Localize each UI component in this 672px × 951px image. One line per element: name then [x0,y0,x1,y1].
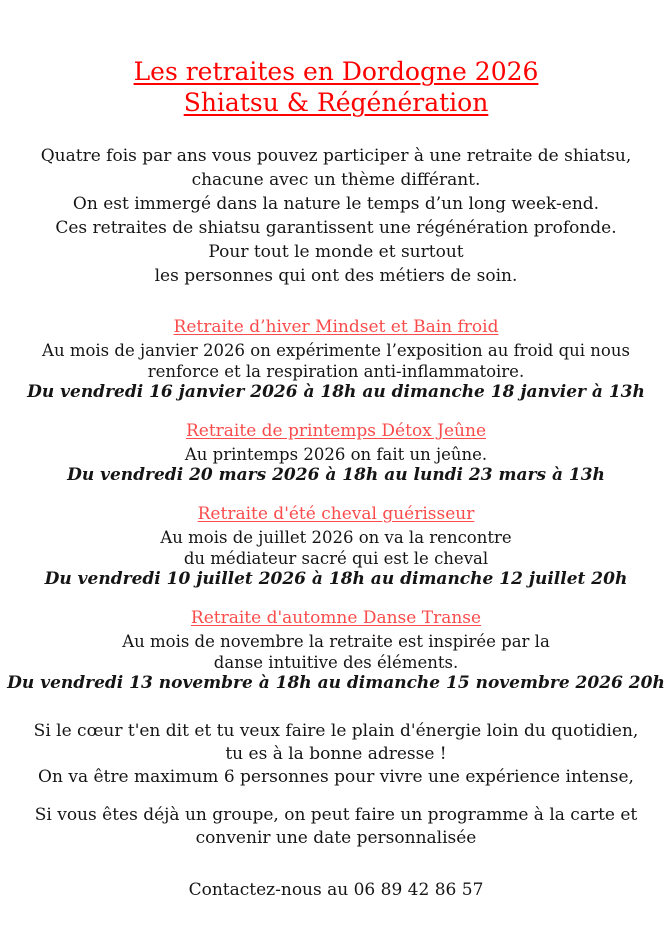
intro-line: Quatre fois par ans vous pouvez participer à une retraite de shiatsu, [40,146,632,166]
contact-phone-line: Contactez-nous au 06 89 42 86 57 [188,880,484,900]
intro-line: On est immergé dans la nature le temps d’un long week-end. [72,194,600,214]
closing-paragraph-2 [0,804,672,850]
retreat-autumn-section [0,607,672,694]
page-title [0,56,672,118]
closing-text [0,720,672,850]
retreat-winter-section [0,316,672,403]
retreat-autumn-body [0,631,672,673]
intro-line: chacune avec un thème différant. [191,170,481,190]
intro-line: Ces retraites de shiatsu garantissent une régénération profonde. [55,218,617,238]
retreat-summer-body [0,527,672,569]
retreat-summer-section [0,503,672,590]
retreat-winter-body [0,340,672,382]
retreat-autumn-dates: Du vendredi 13 novembre à 18h au dimanche 15 novembre 2026 20h [7,673,665,693]
closing-line: Si le cœur t'en dit et tu veux faire le plain d'énergie loin du quotidien, [33,721,639,741]
closing-line: tu es à la bonne adresse ! [225,744,447,764]
retreat-spring-section [0,420,672,486]
closing-line: On va être maximum 6 personnes pour vivre une expérience intense, [38,767,634,787]
retreat-list [0,316,672,694]
retreat-autumn-heading: Retraite d'automne Danse Transe [190,608,482,628]
retreat-winter-heading: Retraite d’hiver Mindset et Bain froid [173,317,499,337]
retreat-winter-dates: Du vendredi 16 janvier 2026 à 18h au dimanche 18 janvier à 13h [27,382,645,402]
retreat-body-line: Au mois de juillet 2026 on va la rencontre [160,528,512,547]
page-title-line-2: Shiatsu & Régénération [183,88,489,117]
page-title-line-1: Les retraites en Dordogne 2026 [133,57,539,86]
intro-line: Pour tout le monde et surtout [208,242,464,262]
retreat-spring-heading: Retraite de printemps Détox Jeûne [185,421,487,441]
retreat-spring-dates: Du vendredi 20 mars 2026 à 18h au lundi 23 mars à 13h [67,465,605,485]
retreat-body-line: Au printemps 2026 on fait un jeûne. [184,445,488,464]
retreat-summer-dates: Du vendredi 10 juillet 2026 à 18h au dimanche 12 juillet 20h [44,569,628,589]
intro-line: les personnes qui ont des métiers de soin. [154,266,518,286]
retreat-spring-body [0,444,672,465]
retreat-body-line: Au mois de novembre la retraite est inspirée par la [122,632,550,651]
closing-paragraph-1 [0,720,672,789]
retreat-body-line: danse intuitive des éléments. [213,653,459,672]
intro-paragraph [0,144,672,288]
retreat-summer-heading: Retraite d'été cheval guérisseur [197,504,475,524]
retreat-body-line: Au mois de janvier 2026 on expérimente l’exposition au froid qui nous [42,341,630,360]
retreat-body-line: renforce et la respiration anti-inflammatoire. [147,362,525,381]
closing-line: Si vous êtes déjà un groupe, on peut faire un programme à la carte et [34,805,638,825]
closing-line: convenir une date personnalisée [195,828,477,848]
retreat-body-line: du médiateur sacré qui est le cheval [183,549,489,568]
